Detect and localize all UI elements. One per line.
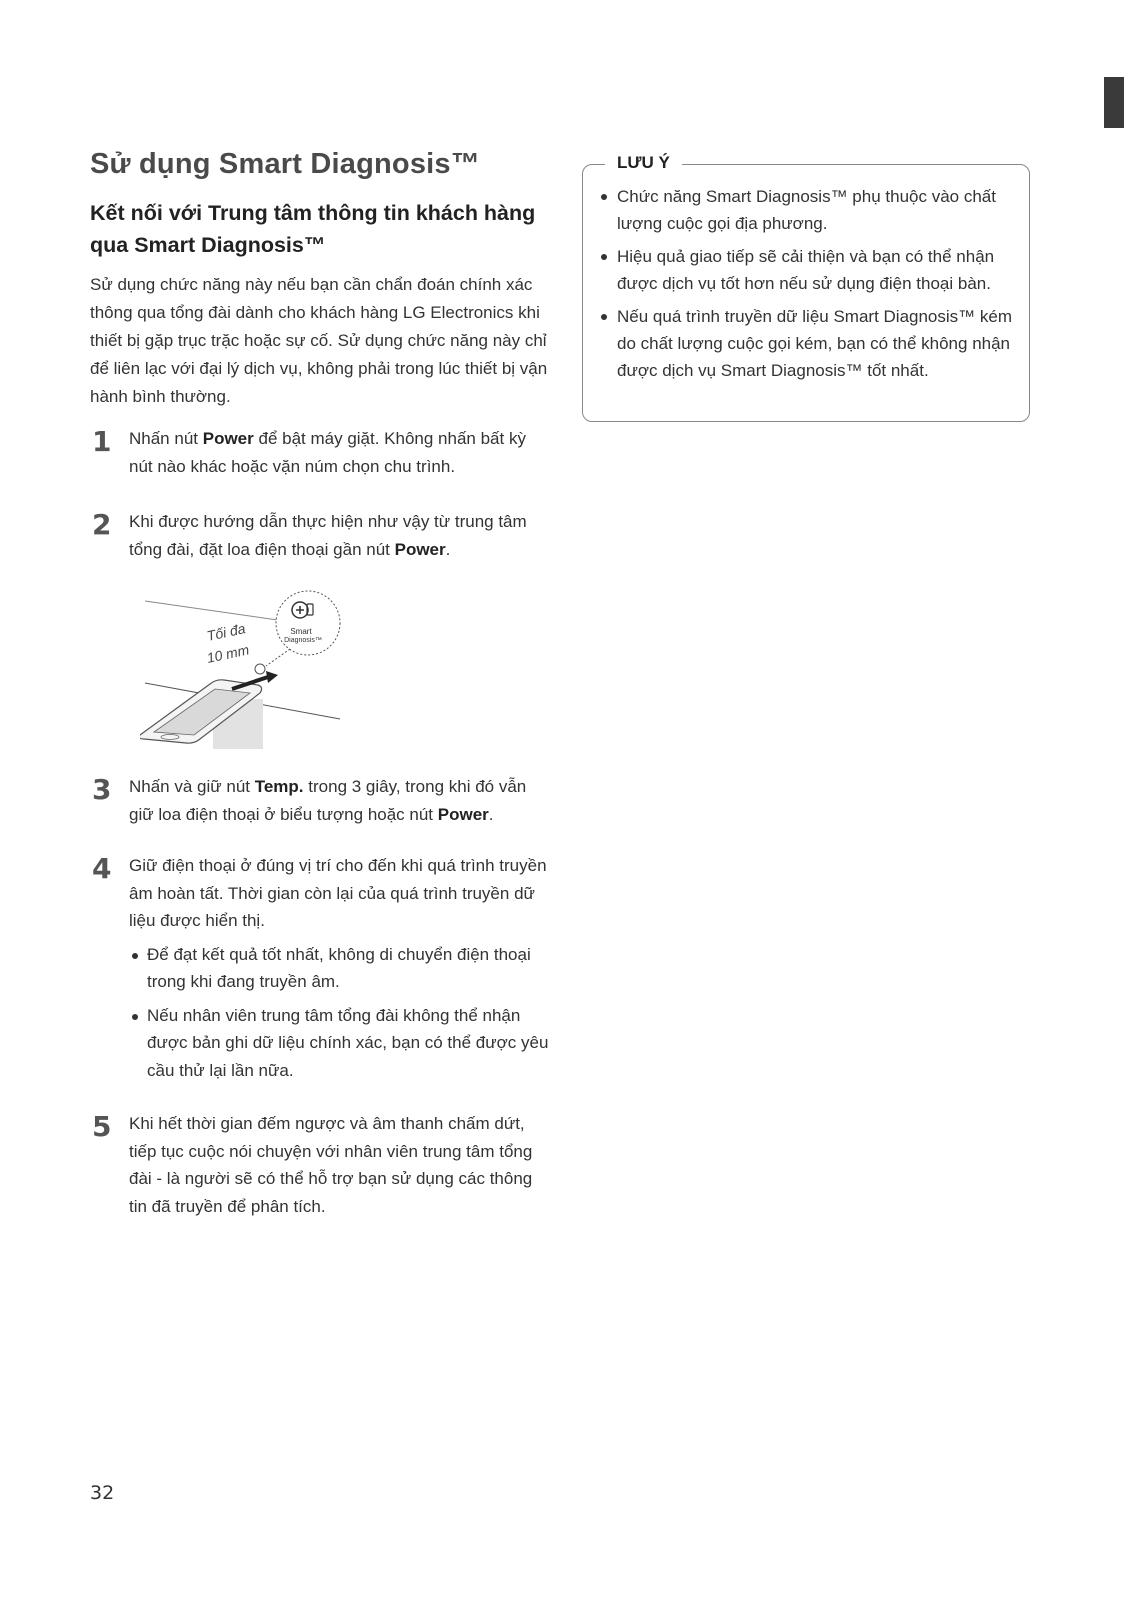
step-2 xyxy=(90,508,550,563)
step-number: 1 xyxy=(92,425,112,458)
step-4-bullets xyxy=(129,941,550,1085)
step-number: 5 xyxy=(92,1110,112,1143)
badge-label-smart: Smart xyxy=(290,627,312,636)
step-3 xyxy=(90,773,550,828)
step-bold: Power xyxy=(202,429,254,448)
intro-paragraph: Sử dụng chức năng này nếu bạn cần chẩn đoán chính xác thông qua tổng đài dành cho khách hàng LG Electronics khi thiết bị gặp trục trặc hoặc sự cố. Sử dụng chức năng này chỉ để liên lạc với đại lý dịch vụ, không phải trong lúc thiết bị vận hành bình thường. xyxy=(90,275,548,406)
step-bold: Power xyxy=(437,804,489,824)
list-item: Hiệu quả giao tiếp sẽ cải thiện và bạn có thể nhận được dịch vụ tốt hơn nếu sử dụng điện thoại bàn. xyxy=(599,243,1015,297)
phone-placement-drawing xyxy=(140,589,350,749)
step-text: Giữ điện thoại ở đúng vị trí cho đến khi quá trình truyền âm hoàn tất. Thời gian còn lại của quá trình truyền dữ liệu được hiển thị. xyxy=(129,856,547,930)
list-item: Chức năng Smart Diagnosis™ phụ thuộc vào chất lượng cuộc gọi địa phương. xyxy=(599,183,1015,237)
step-number: 3 xyxy=(92,773,112,806)
step-5 xyxy=(90,1110,550,1220)
step-number: 4 xyxy=(92,852,112,885)
step-text: Khi được hướng dẫn thực hiện như vậy từ trung tâm tổng đài, đặt loa điện thoại gần nút xyxy=(129,512,527,559)
step-text: Khi hết thời gian đếm ngược và âm thanh chấm dứt, tiếp tục cuộc nói chuyện với nhân viên trung tâm tổng đài - là người sẽ có thể hỗ trợ bạn sử dụng các thông tin đã truyền để phân tích. xyxy=(129,1114,533,1216)
step-bold: Temp. xyxy=(254,777,304,796)
phone-placement-illustration xyxy=(140,589,350,749)
list-item: Nếu nhân viên trung tâm tổng đài không thể nhận được bản ghi dữ liệu chính xác, bạn có thể được yêu cầu thử lại lần nữa. xyxy=(129,1002,550,1085)
note-list xyxy=(583,165,1029,384)
step-text: . xyxy=(445,539,451,559)
page-number: 32 xyxy=(90,1482,115,1504)
page-title: Sử dụng Smart Diagnosis™ xyxy=(90,148,480,180)
chapter-tab-marker xyxy=(1104,77,1124,128)
main-column xyxy=(90,148,550,1220)
list-item: Nếu quá trình truyền dữ liệu Smart Diagnosis™ kém do chất lượng cuộc gọi kém, bạn có thể không nhận được dịch vụ Smart Diagnosis™ tốt nhất. xyxy=(599,303,1015,384)
step-text: . xyxy=(488,804,494,824)
step-bold: Power xyxy=(394,539,446,559)
step-text: để bật máy giặt. Không nhấn bất kỳ nút nào khác hoặc vặn núm chọn chu trình. xyxy=(129,429,526,476)
distance-label-value: 10 mm xyxy=(205,641,251,666)
note-title: LƯU Ý xyxy=(605,153,682,173)
section-subtitle: Kết nối với Trung tâm thông tin khách hàng qua Smart Diagnosis™ xyxy=(90,201,536,257)
note-box xyxy=(582,153,1030,422)
step-1 xyxy=(90,425,550,480)
distance-label-max: Tối đa xyxy=(205,620,247,644)
list-item: Để đạt kết quả tốt nhất, không di chuyển điện thoại trong khi đang truyền âm. xyxy=(129,941,550,996)
step-text: Nhấn nút xyxy=(129,429,203,448)
step-text: Nhấn và giữ nút xyxy=(129,777,255,796)
step-4 xyxy=(90,852,550,1084)
step-text: trong 3 giây, trong khi đó vẫn giữ loa điện thoại ở biểu tượng hoặc nút xyxy=(129,777,527,824)
step-number: 2 xyxy=(92,508,112,541)
badge-label-diagnosis: Diagnosis™ xyxy=(284,637,322,644)
